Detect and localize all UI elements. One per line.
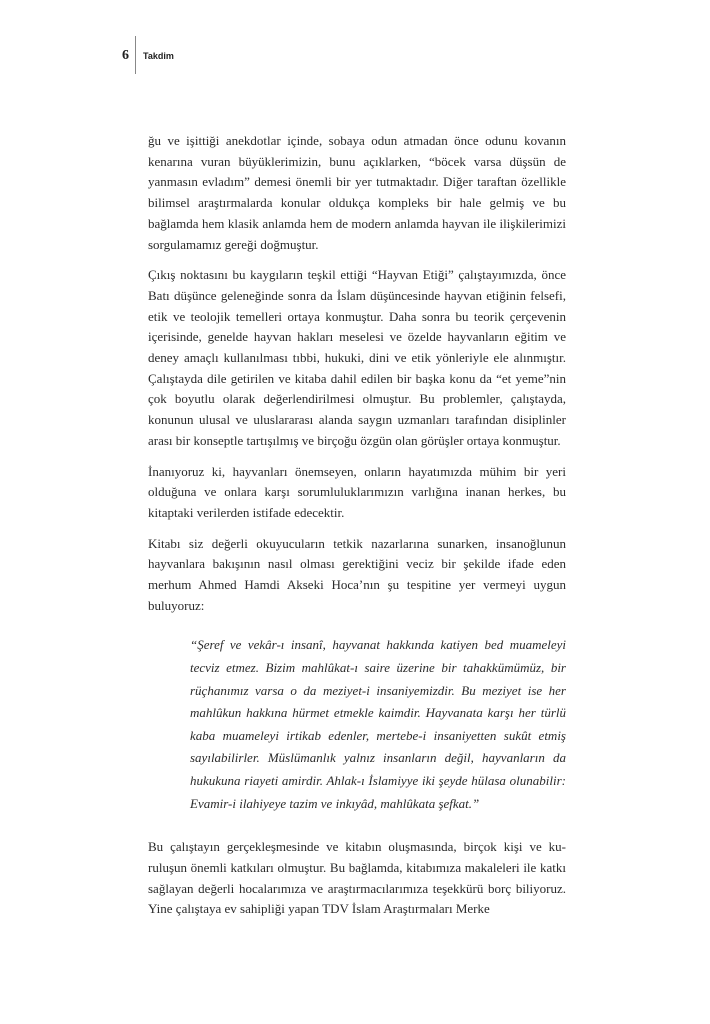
body-text (148, 131, 566, 930)
paragraph-2: Çıkış noktasını bu kaygıların teşkil ettiği “Hayvan Etiği” çalıştayımızda, önce Batı düşünce geleneğinde sonra da İslam düşüncesinde hayvan etiğinin felsefi, etik ve teolojik temelleri ortaya konmuştur. Daha sonra bu teorik çerçevenin içerisinde, genelde hayvan hakları meselesi ve özelde hayvanların eğitim ve deney amaçlı kullanılması tıbbi, hukuki, dini ve etik yönleriyle ele alınmıştır. Çalıştayda dile getirilen ve kitaba dahil edilen bir başka konu da “et yeme”nin çok boyutlu olarak değerlendirilmesi olmuştur. Bu problemler, çalıştayda, konunun ulusal ve uluslararası alanda saygın uzmanları tarafından disiplinler arası bir konseptle tartışılmış ve birçoğu özgün olan görüşler ortaya konmuştur. (148, 267, 566, 448)
running-title: Takdim (143, 51, 174, 61)
page-number: 6 (122, 48, 129, 63)
header-divider (135, 36, 136, 74)
paragraph-1: ğu ve işittiği anekdotlar içinde, sobaya odun atmadan önce odunu kovanın kenarına vuran büyüklerimizin, bunu açıklarken, “böcek varsa düşsün de yanmasın evladım” demesi önemli bir yer tutmaktadır. Diğer taraftan özellikle bilimsel araştırmalarda konular oldukça kompleks bir hale gelmiş ve bu bağlamda hem klasik anlamda hem de modern anlamda hayvan ile ilişkilerimizi sorgulamamız gereği doğmuştur. (148, 133, 566, 252)
paragraph-5: Bu çalıştayın gerçekleşmesinde ve kitabın oluşmasında, birçok kişi ve kuruluşun önemli katkıları olmuştur. Bu bağlamda, kitabımıza makaleleri ile katkı sağlayan değerli hocalarımıza ve araştırmacılarımıza teşekkürü borç biliyoruz. Yine çalıştaya ev sahipliği yapan TDV İslam Araştırmaları Merke (148, 839, 566, 917)
paragraph-3: İnanıyoruz ki, hayvanları önemseyen, onların hayatımızda mühim bir yeri olduğuna ve onlara karşı sorumluluklarımızın varlığına inanan herkes, bu kitaptaki verilerden istifade edecektir. (148, 463, 566, 520)
block-quote: “Şeref ve vekâr-ı insanî, hayvanat hakkında katiyen bed muameleyi tecviz etmez. Bizim mahlûkat-ı saire üzerine bir tahakkümümüz, bir rüçhanımız varsa o da meziyet-i insaniyemizdir. Bu meziyet ise her mahlûkun hakkına hürmet etmekle kaimdir. Hayvanata karşı her türlü kaba muameleyi irtikab edenler, mertebe-i insaniyetten sukût etmiş sayılabilirler. Müslümanlık yalnız insanların değil, hayvanların da hukukuna riayeti amirdir. Ahlak-ı İslamiyye iki şeyde hülasa olunabilir: Evamir-i ilahiyeye tazim ve inkıyâd, mahlûkata şefkat.” (190, 637, 566, 811)
paragraph-4: Kitabı siz değerli okuyucuların tetkik nazarlarına sunarken, insanoğlunun hayvanlara bakışının nasıl olması gerektiğini veciz bir şekilde ifade eden merhum Ahmed Hamdi Akseki Hoca’nın şu tespitine yer vermeyi uygun buluyoruz: (148, 535, 566, 613)
